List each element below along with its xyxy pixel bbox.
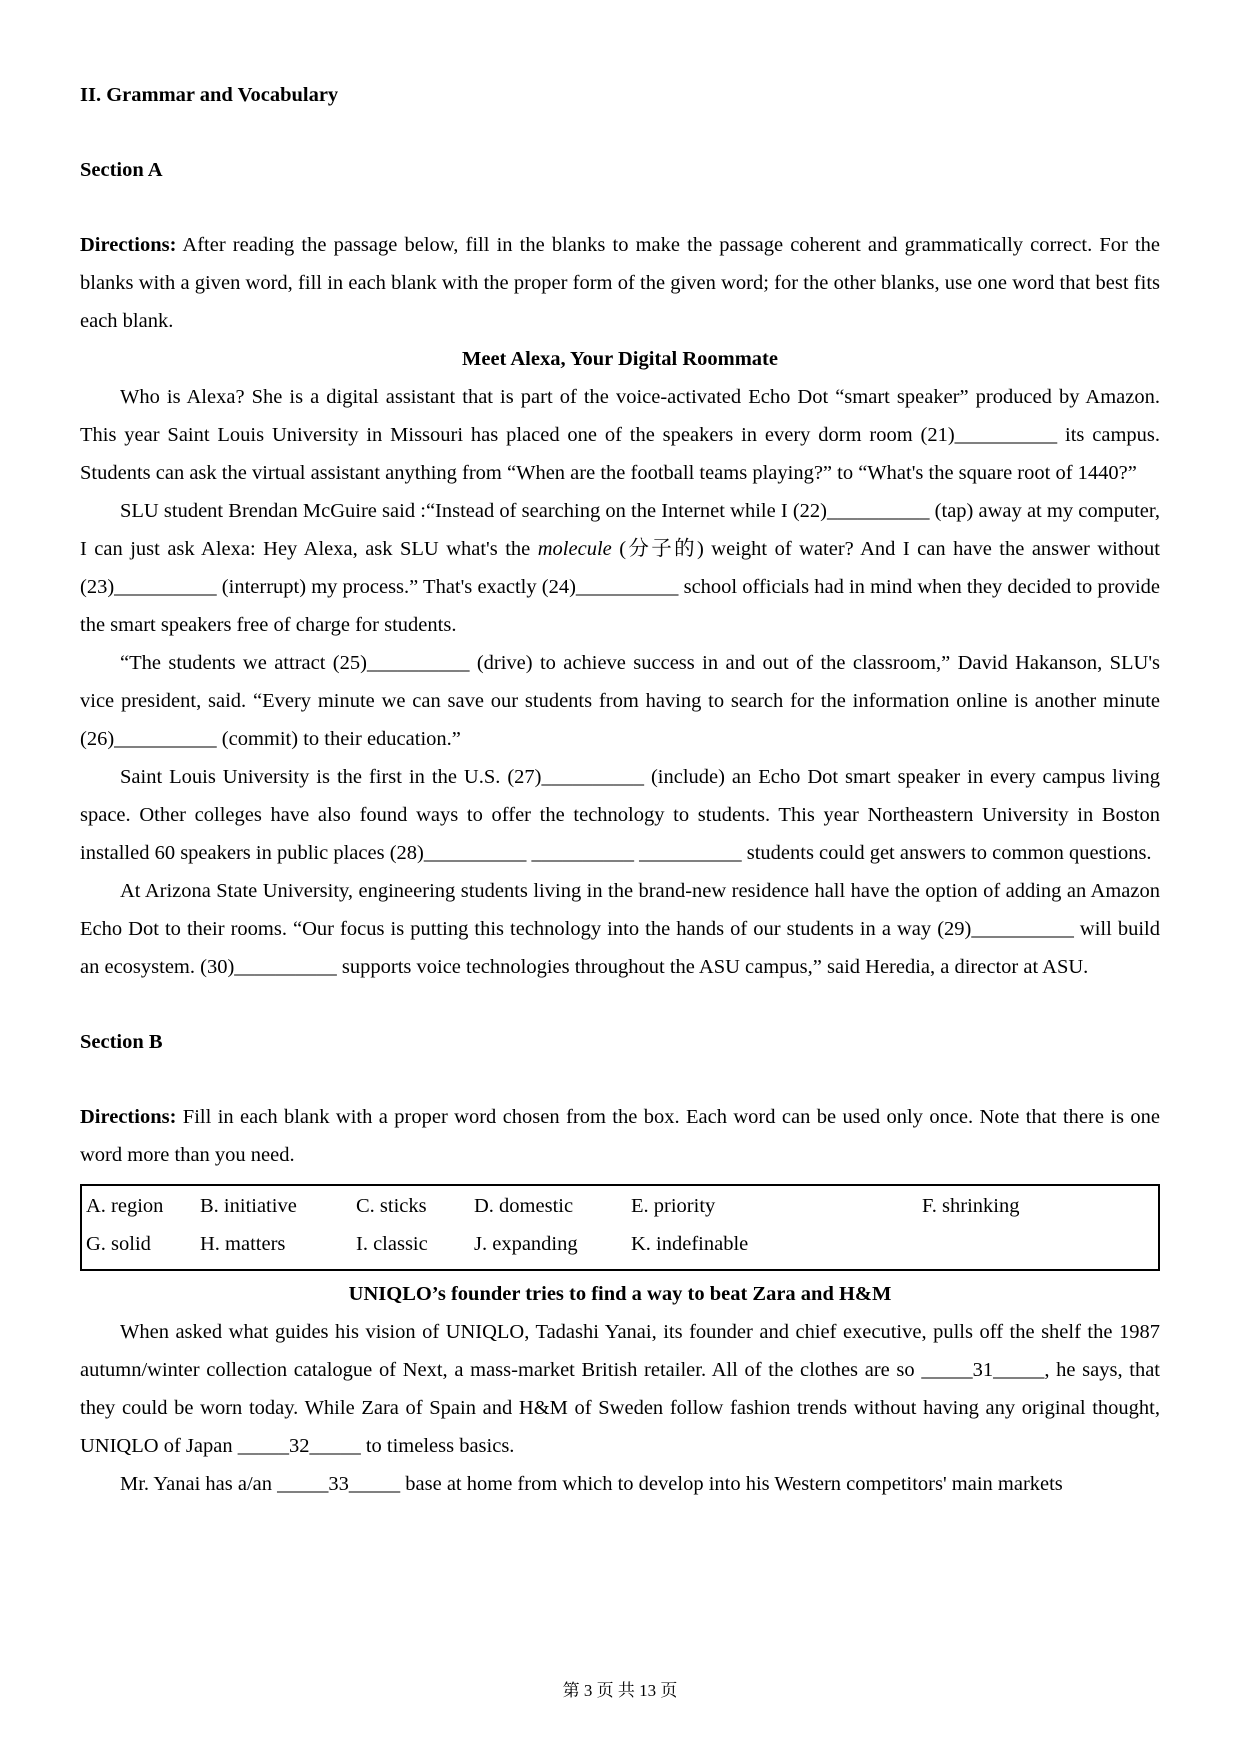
spacer [80,1061,1160,1098]
section-b-label: Section B [80,1031,163,1053]
passage-a-paragraph-5: At Arizona State University, engineering students living in the brand-new residence hall have the option of adding an Amazon Echo Dot to their rooms. “Our focus is putting this technology into the hands of our students in a way (29)__________ will build an ecosystem. (30)__________ supports voice technologies throughout the ASU campus,” said Heredia, a director at ASU. [80,880,1160,978]
passage-a-paragraph-3: “The students we attract (25)__________ (drive) to achieve success in and out of the classroom,” David Hakanson, SLU's vice president, said. “Every minute we can save our students from having to search for the information online is another minute (26)__________ (commit) to their education.” [80,652,1160,750]
section-a-label: Section A [80,159,163,181]
word-option-a: A. region [86,1195,164,1217]
word-option-g: G. solid [86,1233,151,1255]
passage-b-paragraph-2: Mr. Yanai has a/an _____33_____ base at home from which to develop into his Western competitors' main markets [120,1473,1063,1495]
spacer [80,114,1160,151]
word-option-b: B. initiative [200,1195,297,1217]
directions-text: Fill in each blank with a proper word chosen from the box. Each word can be used only once. Note that there is one word more than you need. [80,1106,1160,1166]
spacer [80,189,1160,226]
word-box-row-1 [86,1187,1154,1225]
passage-a-paragraph-1: Who is Alexa? She is a digital assistant that is part of the voice-activated Echo Dot “smart speaker” produced by Amazon. This year Saint Louis University in Missouri has placed one of the speakers in every dorm room (21)__________ its campus. Students can ask the virtual assistant anything from “When are the football teams playing?” to “What's the square root of 1440?” [80,386,1160,484]
word-box-row-2 [86,1225,1154,1263]
word-option-e: E. priority [631,1195,716,1217]
paragraph-2-text-post: (分子的) weight of water? And I can have the answer without (23)__________ (interrupt) my process.” That's exactly (24)__________ school officials had in mind when they decided to provide the smart speakers free of charge for students. [80,538,1160,636]
word-option-c: C. sticks [356,1195,427,1217]
page-content [80,76,1160,1503]
word-option-j: J. expanding [474,1233,578,1255]
page-footer: 第 3 页 共 13 页 [562,1681,678,1700]
italic-term: molecule [537,538,612,560]
directions-label: Directions: [80,1106,177,1128]
passage-b-paragraph-1: When asked what guides his vision of UNIQLO, Tadashi Yanai, its founder and chief executive, pulls off the shelf the 1987 autumn/winter collection catalogue of Next, a mass-market British retailer. All of the clothes are so _____31_____, he says, that they could be worn today. While Zara of Spain and H&M of Sweden follow fashion trends without having any original thought, UNIQLO of Japan _____32_____ to timeless basics. [80,1321,1160,1457]
word-option-h: H. matters [200,1233,286,1255]
passage-a-paragraph-2 [80,492,1160,644]
passage-a-paragraph-4: Saint Louis University is the first in the U.S. (27)__________ (include) an Echo Dot smart speaker in every campus living space. Other colleges have also found ways to offer the technology to students. This year Northeastern University in Boston installed 60 speakers in public places (28)__________ __________ __________ students could get answers to common questions. [80,766,1160,864]
passage-b-title: UNIQLO’s founder tries to find a way to beat Zara and H&M [348,1283,892,1305]
section-a-directions [80,226,1160,340]
word-option-f: F. shrinking [922,1195,1020,1217]
word-option-d: D. domestic [474,1195,574,1217]
spacer [80,986,1160,1023]
directions-label: Directions: [80,234,177,256]
paragraph-2-text-pre: SLU student Brendan McGuire said :“Instead of searching on the Internet while I (22)__________ (tap) away at my computer, I can just ask Alexa: Hey Alexa, ask SLU what's the [80,500,1160,560]
section-b-directions [80,1098,1160,1174]
word-option-k: K. indefinable [631,1233,749,1255]
word-option-i: I. classic [356,1233,428,1255]
word-box [80,1184,1160,1271]
directions-text: After reading the passage below, fill in the blanks to make the passage coherent and grammatically correct. For the blanks with a given word, fill in each blank with the proper form of the given word; for the other blanks, use one word that best fits each blank. [80,234,1160,332]
section-heading: II. Grammar and Vocabulary [80,84,339,106]
passage-a-title: Meet Alexa, Your Digital Roommate [462,348,778,370]
